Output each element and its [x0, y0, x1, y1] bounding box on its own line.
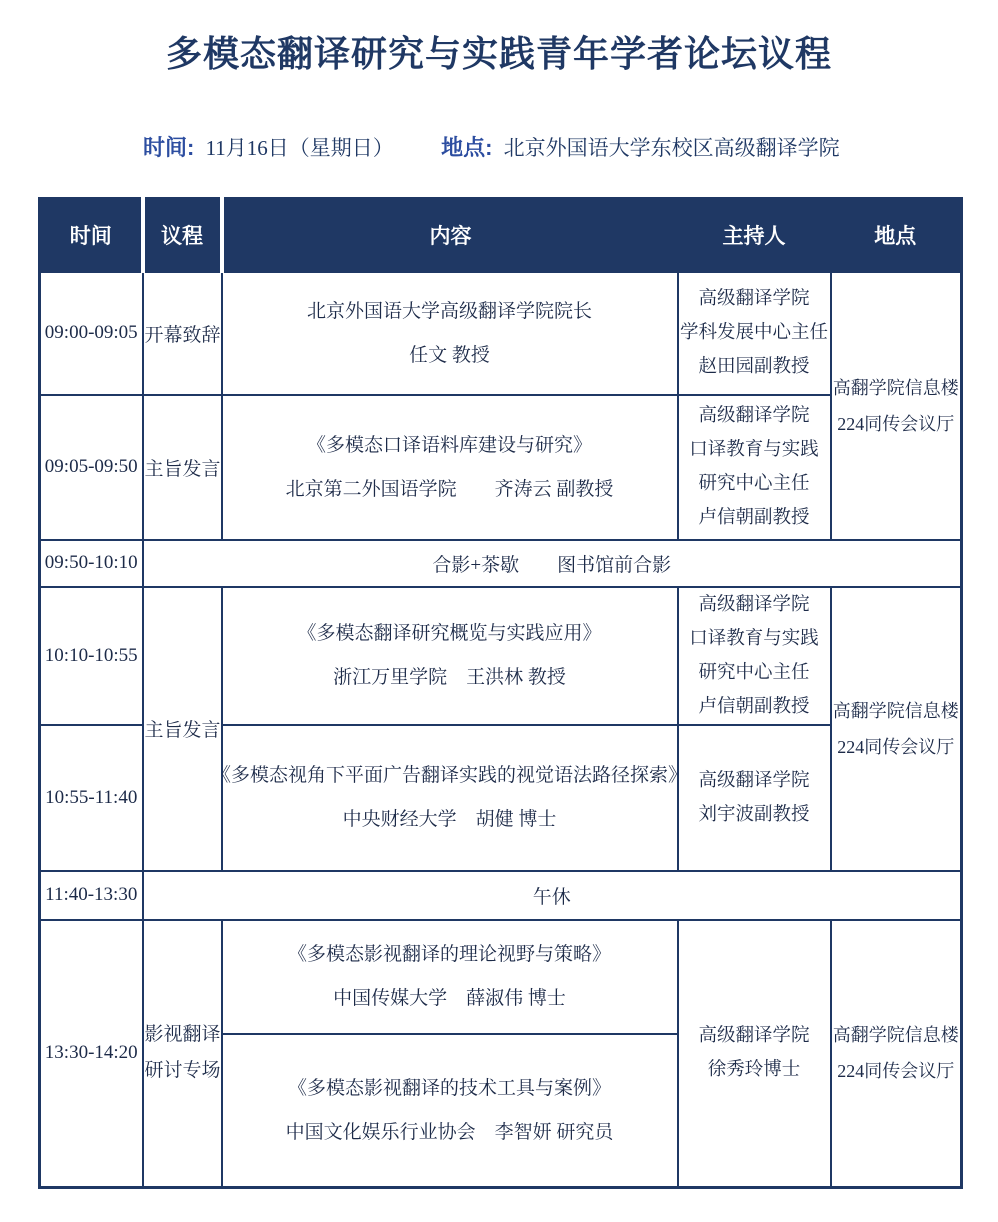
- host-line: 徐秀玲博士: [707, 1060, 801, 1081]
- content-presenter: 浙江万里学院 王洪林 教授: [333, 667, 566, 688]
- break-cell: 合影+茶歇 图书馆前合影: [143, 540, 962, 587]
- agenda-cell: [143, 920, 222, 1188]
- content-title: 北京外国语大学高级翻译学院院长: [306, 300, 592, 322]
- header-host: 主持人: [678, 199, 831, 272]
- host-cell: [678, 395, 831, 540]
- host-cell: [678, 587, 831, 725]
- agenda-table: [38, 197, 963, 1189]
- content-title: 《多模态口译语料库建设与研究》: [306, 434, 592, 456]
- agenda-cell: 开幕致辞: [143, 272, 222, 395]
- venue-cell: [831, 272, 962, 540]
- host-line: 高级翻译学院: [698, 406, 810, 426]
- host-line: 口译教育与实践: [689, 628, 819, 649]
- venue-line: 224同传会议厅: [837, 1061, 955, 1082]
- host-cell: [678, 920, 831, 1188]
- host-line: 卢信朝副教授: [698, 508, 810, 528]
- host-line: 卢信朝副教授: [698, 696, 810, 717]
- table-row: [40, 920, 962, 1034]
- agenda-cell: 主旨发言: [143, 395, 222, 540]
- content-presenter: 北京第二外国语学院 齐涛云 副教授: [285, 478, 614, 500]
- header-agenda: 议程: [143, 199, 222, 272]
- table-row: [40, 540, 962, 587]
- time-cell: 10:10-10:55: [40, 587, 143, 725]
- host-cell: [678, 725, 831, 871]
- host-line: 研究中心主任: [698, 662, 810, 683]
- host-line: 学科发展中心主任: [679, 323, 828, 343]
- time-cell: 09:00-09:05: [40, 272, 143, 395]
- table-row: [40, 587, 962, 725]
- venue-cell: [831, 920, 962, 1188]
- header-time: 时间: [40, 199, 143, 272]
- content-cell: [222, 920, 678, 1034]
- host-line: 研究中心主任: [698, 474, 810, 494]
- venue-line: 224同传会议厅: [837, 413, 955, 434]
- time-cell: 11:40-13:30: [40, 871, 143, 920]
- host-cell: [678, 272, 831, 395]
- content-title: 《多模态视角下平面广告翻译实践的视觉语法路径探索》: [212, 765, 688, 786]
- header-venue: 地点: [831, 199, 962, 272]
- time-cell: 13:30-14:20: [40, 920, 143, 1188]
- break-cell: 午休: [143, 871, 962, 920]
- time-cell: 10:55-11:40: [40, 725, 143, 871]
- time-cell: 09:05-09:50: [40, 395, 143, 540]
- venue-cell: [831, 587, 962, 871]
- content-cell: [212, 725, 688, 871]
- content-cell: [222, 587, 678, 725]
- venue-value: 北京外国语大学东校区高级翻译学院: [503, 136, 840, 160]
- content-title: 《多模态影视翻译的技术工具与案例》: [287, 1077, 611, 1099]
- agenda-cell: 主旨发言: [143, 587, 222, 871]
- content-cell: [222, 395, 678, 540]
- host-line: 刘宇波副教授: [698, 804, 810, 825]
- header-content: 内容: [222, 199, 678, 272]
- agenda-line: 影视翻译: [144, 1024, 221, 1046]
- venue-line: 高翻学院信息楼: [832, 1025, 959, 1046]
- table-row: [40, 272, 962, 395]
- agenda-line: 研讨专场: [144, 1060, 221, 1082]
- table-header-row: [40, 199, 962, 272]
- venue-label: 地点:: [441, 135, 493, 160]
- info-line: [143, 131, 840, 162]
- time-cell: 09:50-10:10: [40, 540, 143, 587]
- table-row: [40, 395, 962, 540]
- content-presenter: 中国文化娱乐行业协会 李智妍 研究员: [285, 1121, 614, 1143]
- table-row: [40, 871, 962, 920]
- host-line: 高级翻译学院: [698, 1026, 810, 1047]
- host-line: 口译教育与实践: [689, 440, 819, 460]
- host-line: 赵田园副教授: [698, 357, 810, 377]
- content-cell: [222, 1034, 678, 1188]
- venue-line: 高翻学院信息楼: [832, 377, 959, 398]
- content-cell: [222, 272, 678, 395]
- time-value: 11月16日（星期日）: [205, 136, 394, 160]
- content-title: 《多模态翻译研究概览与实践应用》: [297, 623, 602, 644]
- host-line: 高级翻译学院: [698, 594, 810, 615]
- content-presenter: 中央财经大学 胡健 博士: [342, 809, 557, 830]
- host-line: 高级翻译学院: [698, 770, 810, 791]
- venue-line: 224同传会议厅: [837, 736, 955, 757]
- content-presenter: 中国传媒大学 薛淑伟 博士: [333, 988, 566, 1009]
- page-title: 多模态翻译研究与实践青年学者论坛议程: [165, 33, 832, 74]
- host-line: 高级翻译学院: [698, 289, 810, 309]
- time-label: 时间:: [143, 135, 195, 160]
- venue-line: 高翻学院信息楼: [832, 700, 959, 721]
- content-title: 《多模态影视翻译的理论视野与策略》: [287, 944, 611, 965]
- content-presenter: 任文 教授: [409, 344, 490, 366]
